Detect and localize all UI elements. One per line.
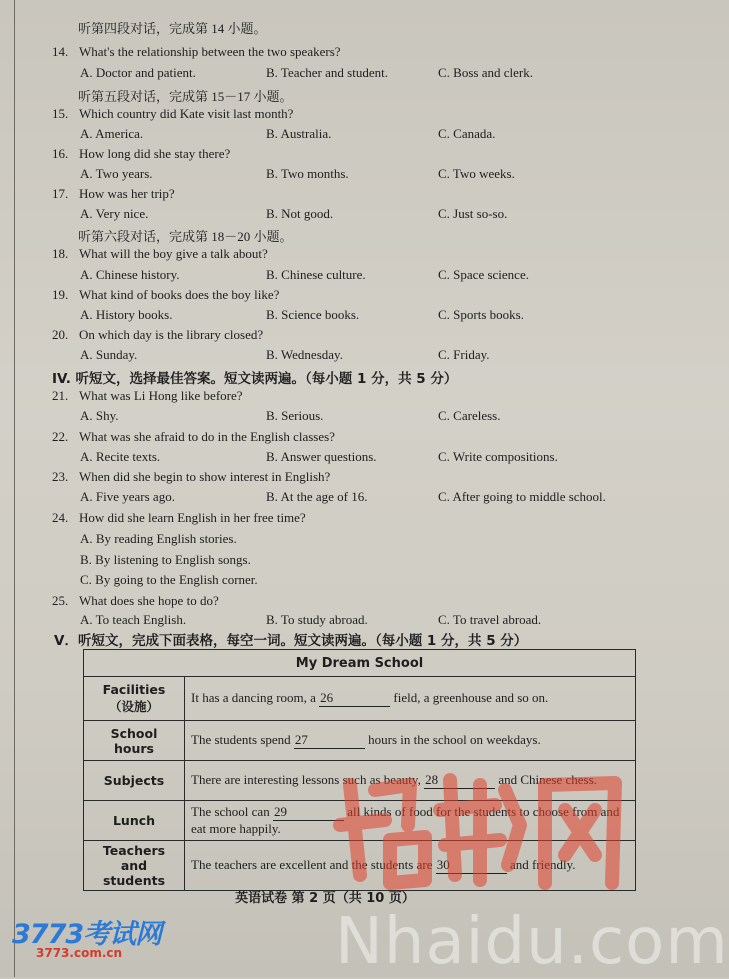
q25-option-c[interactable]: C. To travel abroad. xyxy=(438,612,542,627)
row-content: There are interesting lessons such as beauty, 28 and Chinese chess. xyxy=(185,761,636,801)
q21-option-a[interactable]: A. Shy. xyxy=(80,408,119,423)
margin-line xyxy=(14,0,15,977)
dream-school-table xyxy=(83,649,636,891)
dialog-4-instruction: 听第四段对话，完成第 14 小题。 xyxy=(78,21,267,36)
q24-option-a[interactable]: A. By reading English stories. xyxy=(80,531,237,546)
answer-blank-30[interactable]: 30 xyxy=(436,857,507,874)
answer-blank-29[interactable]: 29 xyxy=(273,804,344,821)
q20-option-c[interactable]: C. Friday. xyxy=(438,347,490,362)
question-15: 15. Which country did Kate visit last month? xyxy=(52,106,294,121)
question-24: 24. How did she learn English in her free time? xyxy=(52,510,306,525)
q16-option-a[interactable]: A. Two years. xyxy=(80,166,153,181)
question-14: 14. What's the relationship between the two speakers? xyxy=(52,44,341,59)
row-header: School hours xyxy=(84,721,185,761)
nhaidu-watermark: Nhaidu.com xyxy=(335,905,729,979)
q15-option-b[interactable]: B. Australia. xyxy=(266,126,332,141)
q15-option-a[interactable]: A. America. xyxy=(80,126,144,141)
q16-option-c[interactable]: C. Two weeks. xyxy=(438,166,515,181)
part-5-title: V．听短文，完成下面表格，每空一词。短文读两遍。（每小题 1 分，共 5 分） xyxy=(54,633,528,649)
q22-option-c[interactable]: C. Write compositions. xyxy=(438,449,558,464)
page-footer: 英语试卷 第 2 页（共 10 页） xyxy=(235,891,415,906)
table-row xyxy=(84,677,636,721)
q17-option-b[interactable]: B. Not good. xyxy=(266,206,334,221)
q17-option-a[interactable]: A. Very nice. xyxy=(80,206,149,221)
q21-option-c[interactable]: C. Careless. xyxy=(438,408,501,423)
table-row xyxy=(84,841,636,891)
question-22: 22. What was she afraid to do in the English classes? xyxy=(52,429,335,444)
q23-option-c[interactable]: C. After going to middle school. xyxy=(438,489,606,504)
site-logo: 3773考试网 xyxy=(12,919,162,950)
site-url: 3773.com.cn xyxy=(36,946,123,960)
q23-option-a[interactable]: A. Five years ago. xyxy=(80,489,175,504)
answer-blank-28[interactable]: 28 xyxy=(424,772,495,789)
row-content: It has a dancing room, a 26 field, a greenhouse and so on. xyxy=(185,677,636,721)
question-19: 19. What kind of books does the boy like? xyxy=(52,287,280,302)
q19-option-b[interactable]: B. Science books. xyxy=(266,307,360,322)
q18-option-c[interactable]: C. Space science. xyxy=(438,267,529,282)
row-header: Teachers and students xyxy=(84,841,185,891)
q22-option-a[interactable]: A. Recite texts. xyxy=(80,449,161,464)
q24-option-c[interactable]: C. By going to the English corner. xyxy=(80,572,258,587)
answer-blank-26[interactable]: 26 xyxy=(319,690,390,707)
question-20: 20. On which day is the library closed? xyxy=(52,327,264,342)
dialog-5-instruction: 听第五段对话，完成第 15－17 小题。 xyxy=(78,89,293,104)
q15-option-c[interactable]: C. Canada. xyxy=(438,126,496,141)
q23-option-b[interactable]: B. At the age of 16. xyxy=(266,489,368,504)
q21-option-b[interactable]: B. Serious. xyxy=(266,408,324,423)
question-16: 16. How long did she stay there? xyxy=(52,146,231,161)
q25-option-b[interactable]: B. To study abroad. xyxy=(266,612,368,627)
q24-option-b[interactable]: B. By listening to English songs. xyxy=(80,552,251,567)
q19-option-c[interactable]: C. Sports books. xyxy=(438,307,524,322)
q17-option-c[interactable]: C. Just so-so. xyxy=(438,206,508,221)
q18-option-b[interactable]: B. Chinese culture. xyxy=(266,267,366,282)
q14-option-a[interactable]: A. Doctor and patient. xyxy=(80,65,196,80)
q19-option-a[interactable]: A. History books. xyxy=(80,307,173,322)
row-content: The school can 29 all kinds of food for the students to choose from and eat more happily. xyxy=(185,801,636,841)
row-header: Facilities （设施） xyxy=(84,677,185,721)
q20-option-b[interactable]: B. Wednesday. xyxy=(266,347,343,362)
question-17: 17. How was her trip? xyxy=(52,186,175,201)
question-23: 23. When did she begin to show interest in English? xyxy=(52,469,331,484)
row-content: The students spend 27 hours in the school on weekdays. xyxy=(185,721,636,761)
table-row xyxy=(84,761,636,801)
row-header: Subjects xyxy=(84,761,185,801)
dialog-6-instruction: 听第六段对话，完成第 18－20 小题。 xyxy=(78,229,293,244)
table-row xyxy=(84,721,636,761)
q14-option-b[interactable]: B. Teacher and student. xyxy=(266,65,388,80)
question-21: 21. What was Li Hong like before? xyxy=(52,388,243,403)
row-header: Lunch xyxy=(84,801,185,841)
answer-blank-27[interactable]: 27 xyxy=(294,732,365,749)
table-row xyxy=(84,801,636,841)
part-4-title: IV. 听短文，选择最佳答案。短文读两遍。（每小题 1 分，共 5 分） xyxy=(52,371,458,387)
question-18: 18. What will the boy give a talk about? xyxy=(52,246,268,261)
q14-option-c[interactable]: C. Boss and clerk. xyxy=(438,65,533,80)
row-content: The teachers are excellent and the students are 30 and friendly. xyxy=(185,841,636,891)
q20-option-a[interactable]: A. Sunday. xyxy=(80,347,138,362)
q22-option-b[interactable]: B. Answer questions. xyxy=(266,449,377,464)
q16-option-b[interactable]: B. Two months. xyxy=(266,166,349,181)
q25-option-a[interactable]: A. To teach English. xyxy=(80,612,187,627)
question-25: 25. What does she hope to do? xyxy=(52,593,219,608)
table-title: My Dream School xyxy=(84,650,636,677)
q18-option-a[interactable]: A. Chinese history. xyxy=(80,267,180,282)
